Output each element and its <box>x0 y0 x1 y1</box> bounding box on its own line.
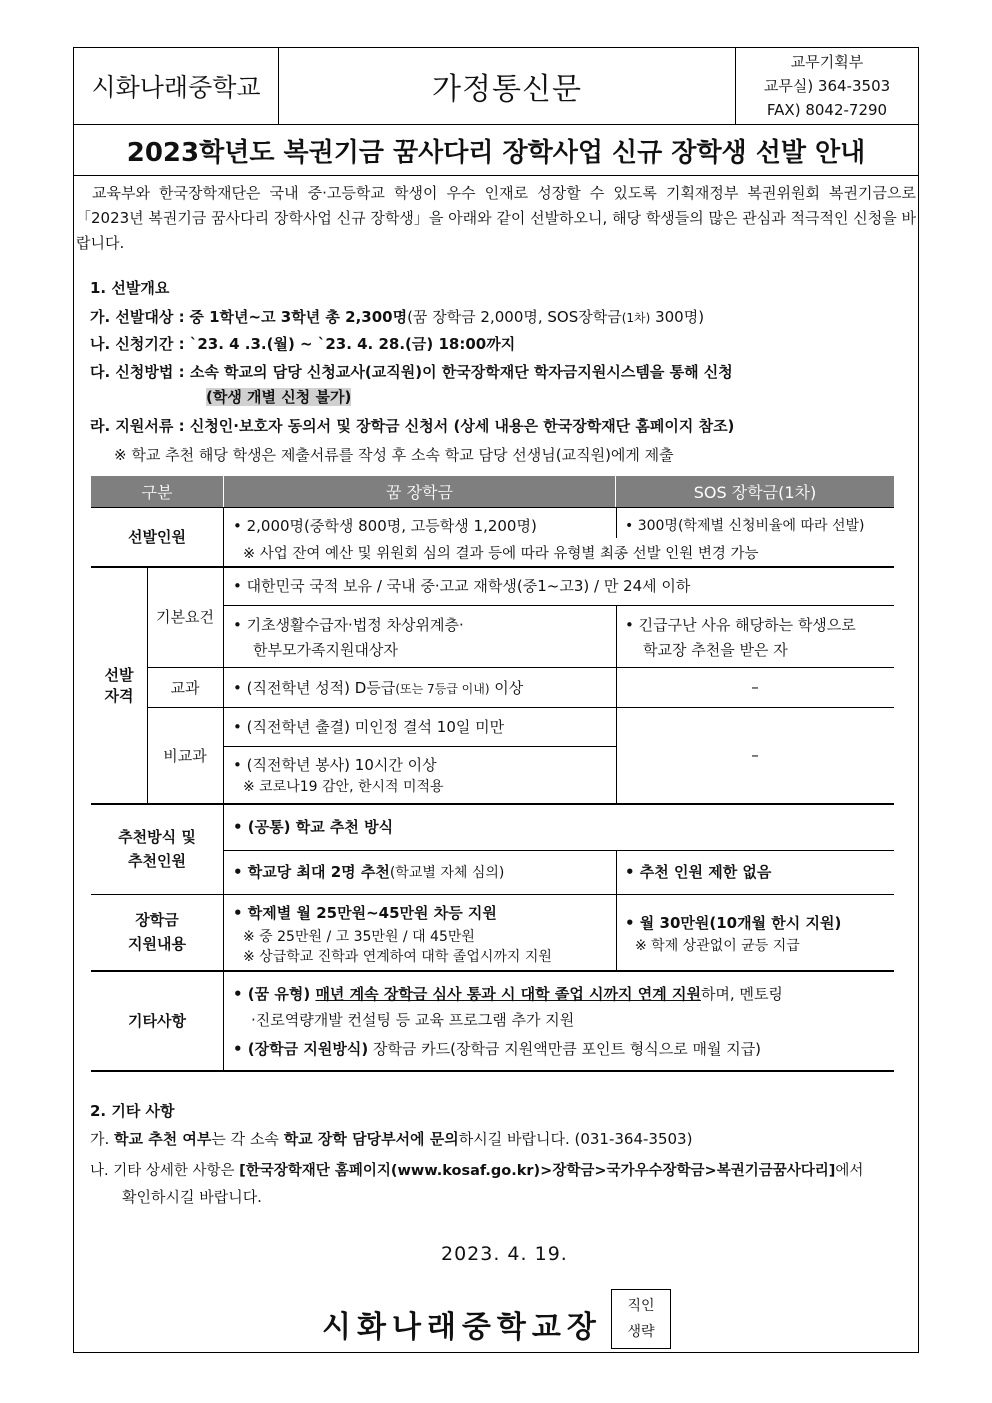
row-label-etc: 기타사항 <box>128 1011 186 1030</box>
qualification-label-2: 자격 <box>104 686 134 705</box>
item-a-value: 중 1학년~고 3학년 총 2,300명 <box>189 308 408 326</box>
section2-b-end: 에서 <box>835 1163 864 1179</box>
item-a-note: (꿈 장학금 2,000명, SOS장학금 <box>407 308 622 326</box>
subject-dream-text: • (직전학년 성적) D등급 <box>233 679 396 697</box>
table-header-category: 구분 <box>91 476 223 507</box>
document-frame <box>73 47 919 1353</box>
principal-signature: 시화나래중학교장 <box>322 1310 602 1345</box>
etc-line-1 <box>233 983 783 1004</box>
selection-note: ※ 사업 잔여 예산 및 위원회 심의 결과 등에 따라 유형별 최종 선발 인원 변경 가능 <box>243 546 759 562</box>
table-header-dream: 꿈 장학금 <box>224 476 615 507</box>
section2-item-b-line2: 확인하시길 바랍니다. <box>122 1188 262 1206</box>
row-label-support <box>91 894 223 970</box>
recommend-dream-text: • 학교당 최대 2명 추천 <box>233 863 390 881</box>
nonsubject-note: ※ 코로나19 감안, 한시적 미적용 <box>243 779 444 795</box>
item-b-label: 나. 신청기간 : <box>90 335 185 353</box>
submission-note: ※ 학교 추천 해당 학생은 제출서류를 작성 후 소속 학교 담당 선생님(교직원)에게 제출 <box>114 446 674 464</box>
section2-b-link-path: [한국장학재단 홈페이지(www.kosaf.go.kr)>장학금>국가우수장학금>복권기금꿈사다리] <box>239 1163 836 1179</box>
section2-item-b <box>90 1159 863 1180</box>
nonsubject-volunteer: • (직전학년 봉사) 10시간 이상 <box>233 756 437 774</box>
recommend-label-1: 추천방식 및 <box>118 827 196 846</box>
item-b <box>90 333 515 354</box>
support-sos-note: ※ 학제 상관없이 균등 지급 <box>635 938 800 954</box>
row-label-recommend <box>91 803 223 894</box>
item-c-highlight: (학생 개별 신청 불가) <box>206 388 352 406</box>
item-a <box>90 306 704 327</box>
etc-line-1-emphasis: 매년 계속 장학금 심사 통과 시 대학 졸업 시까지 연계 지원 <box>315 985 701 1003</box>
seal-text-2: 생략 <box>627 1324 655 1340</box>
support-label-1: 장학금 <box>135 911 179 929</box>
section2-title: 2. 기타 사항 <box>90 1102 175 1120</box>
section2-a-bold-2: 학교 장학 담당부서에 문의 <box>283 1130 459 1148</box>
recommend-dream <box>233 861 504 882</box>
official-seal-box <box>611 1289 671 1349</box>
recommend-sos: • 추천 인원 제한 없음 <box>625 863 772 881</box>
row-label-selection: 선발인원 <box>128 528 186 546</box>
etc-line-3-text: 장학금 카드(장학금 지원액만큼 포인트 형식으로 매월 지급) <box>368 1040 762 1058</box>
section2-a-end: 하시길 바랍니다. (031-364-3503) <box>458 1130 693 1148</box>
school-name: 시화나래중학교 <box>74 48 279 124</box>
basic-requirement-label: 기본요건 <box>156 608 214 626</box>
seal-text-1: 직인 <box>627 1298 655 1314</box>
intro-paragraph: 교육부와 한국장학재단은 국내 중·고등학교 학생이 우수 인재로 성장할 수 있도록 기획재정부 복권위원회 복권기금으로 「2023년 복권기금 꿈사다리 장학사업 신규 장학생」을 아래와 같이 선발하오니, 해당 학생들의 많은 관심과 적극적인 신청을 바랍니다. <box>76 184 916 252</box>
section2-a-prefix: 가. <box>90 1130 115 1148</box>
section2-item-a <box>90 1128 692 1149</box>
nonsubject-attendance: • (직전학년 출결) 미인정 결석 10일 미만 <box>233 718 505 736</box>
recommend-label-2: 추천인원 <box>128 851 186 870</box>
item-a-note-small: (1차) <box>621 311 651 325</box>
section2-a-bold-1: 학교 추천 여부 <box>114 1130 212 1148</box>
section1-title: 1. 선발개요 <box>90 279 170 297</box>
etc-line-2: ·진로역량개발 컨설팅 등 교육 프로그램 추가 지원 <box>251 1011 575 1029</box>
letter-type: 가정통신문 <box>279 48 736 124</box>
support-dream-note-2: ※ 상급학교 진학과 연계하여 대학 졸업시까지 지원 <box>243 949 552 965</box>
subject-label: 교과 <box>170 678 200 697</box>
subject-dream-end: 이상 <box>489 679 524 697</box>
basic-sos-1: • 긴급구난 사유 해당하는 학생으로 <box>625 616 856 634</box>
selection-sos: • 300명(학제별 신청비율에 따라 선발) <box>625 518 865 534</box>
etc-line-3 <box>233 1038 761 1059</box>
office-phone: 교무실) 364-3503 <box>763 77 891 95</box>
support-dream: • 학제별 월 25만원~45만원 차등 지원 <box>233 904 497 922</box>
etc-line-1-tag: • (꿈 유형) <box>233 985 316 1003</box>
etc-line-1-end: 하며, 멘토링 <box>700 985 783 1003</box>
contact-info <box>736 48 918 124</box>
subject-dream <box>233 677 523 698</box>
item-d-label: 라. 지원서류 : <box>90 417 185 435</box>
basic-dream-2: 한부모가족지원대상자 <box>253 641 398 659</box>
item-c-note <box>206 386 351 407</box>
basic-common: • 대한민국 국적 보유 / 국내 중·고교 재학생(중1~고3) / 만 24세 이하 <box>233 577 691 595</box>
selection-dream: • 2,000명(중학생 800명, 고등학생 1,200명) <box>233 517 537 535</box>
subject-sos: – <box>751 678 759 696</box>
basic-sos-2: 학교장 추천을 받은 자 <box>643 641 788 659</box>
fax-number: FAX) 8042-7290 <box>766 101 888 119</box>
row-label-qualification <box>91 566 147 803</box>
support-label-2: 지원내용 <box>128 935 186 953</box>
item-b-value: `23. 4 .3.(월) ~ `23. 4. 28.(금) 18:00까지 <box>189 335 516 353</box>
item-d <box>90 415 734 436</box>
subject-dream-small: (또는 7등급 이내) <box>395 682 490 696</box>
etc-line-3-tag: • (장학금 지원방식) <box>233 1040 369 1058</box>
item-a-label: 가. 선발대상 : <box>90 308 185 326</box>
page-title: 2023학년도 복권기금 꿈사다리 장학사업 신규 장학생 선발 안내 <box>74 125 918 176</box>
item-c-label: 다. 신청방법 : <box>90 363 185 381</box>
letter-date: 2023. 4. 19. <box>441 1243 568 1265</box>
item-a-note-end: 300명) <box>650 308 705 326</box>
section2-b-prefix: 나. 기타 상세한 사항은 <box>90 1163 240 1179</box>
recommend-dream-note: (학교별 자체 심의) <box>389 865 505 881</box>
section2-a-mid: 는 각 소속 <box>211 1130 284 1148</box>
letter-header <box>74 48 918 125</box>
item-c-value: 소속 학교의 담당 신청교사(교직원)이 한국장학재단 학자금지원시스템을 통해 신청 <box>189 363 733 381</box>
scholarship-table <box>91 476 894 1370</box>
item-d-value: 신청인·보호자 동의서 및 장학금 신청서 (상세 내용은 한국장학재단 홈페이지 참조) <box>189 417 735 435</box>
support-sos: • 월 30만원(10개월 한시 지원) <box>625 914 842 932</box>
recommend-common: • (공통) 학교 추천 방식 <box>233 818 394 836</box>
nonsubject-label: 비교과 <box>163 746 207 765</box>
table-header-sos: SOS 장학금(1차) <box>616 476 894 507</box>
nonsubject-sos: – <box>751 746 759 764</box>
qualification-label-1: 선발 <box>104 665 134 684</box>
department: 교무기획부 <box>790 53 864 71</box>
support-dream-note-1: ※ 중 25만원 / 고 35만원 / 대 45만원 <box>243 929 475 945</box>
basic-dream-1: • 기초생활수급자·법정 차상위계층· <box>233 616 464 634</box>
item-c <box>90 361 733 382</box>
